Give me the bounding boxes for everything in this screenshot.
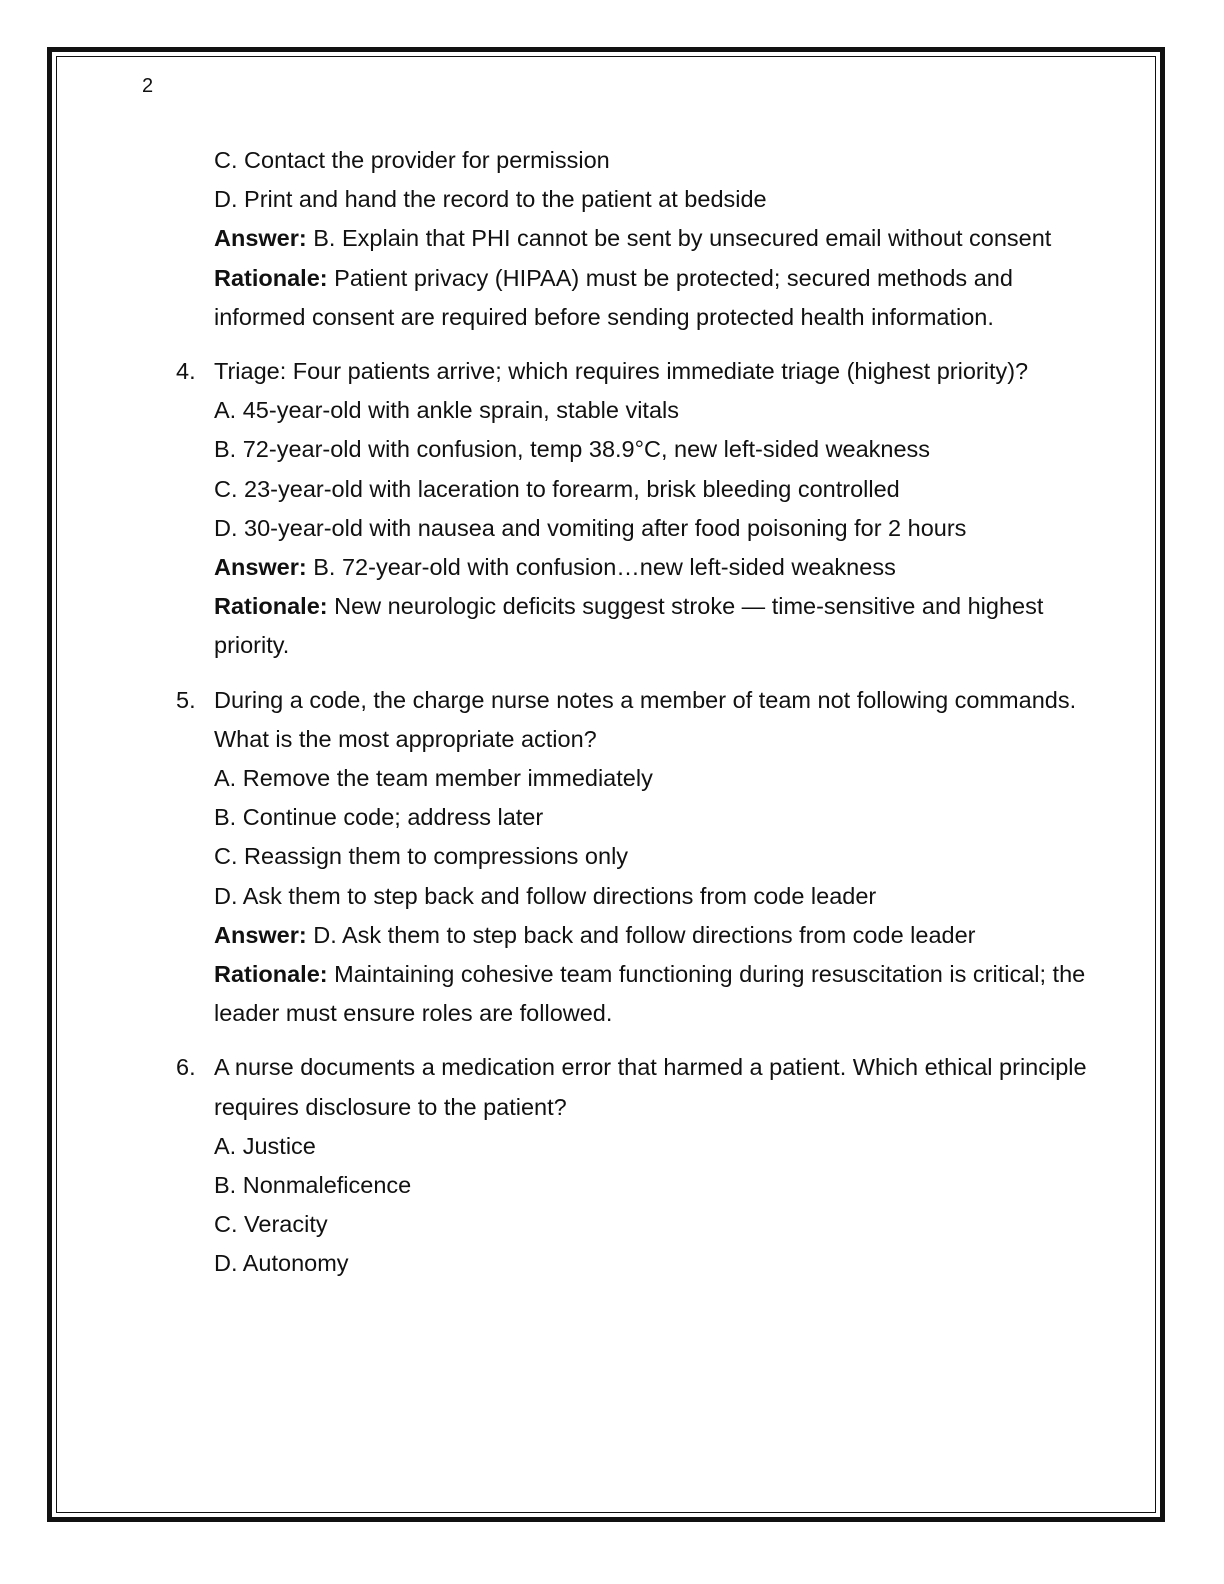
answer-label: Answer: [214,225,307,252]
question-stem: Triage: Four patients arrive; which requires immediate triage (highest priority)? [214,358,1029,385]
question-stem: During a code, the charge nurse notes a member of team not following commands. What is the most appropriate action? [214,686,1077,752]
question-6 [176,1048,1094,1283]
rationale-text: Patient privacy (HIPAA) must be protected; secured methods and informed consent are required before sending protected health information. [214,264,1013,330]
option-b: B. Nonmaleficence [214,1172,412,1199]
answer-label: Answer: [214,921,307,948]
question-number: 4. [176,358,196,385]
option-b: B. 72-year-old with confusion, temp 38.9°C, new left-sided weakness [214,436,931,463]
option-a: A. Remove the team member immediately [214,765,653,792]
option-c: C. Contact the provider for permission [214,147,610,173]
option-a: A. 45-year-old with ankle sprain, stable vitals [214,397,679,424]
answer-text: B. Explain that PHI cannot be sent by unsecured email without consent [306,225,1052,252]
rationale [214,955,1094,1033]
answer [214,916,1094,955]
answer-label: Answer: [214,554,307,581]
answer-text: B. 72-year-old with confusion…new left-sided weakness [306,554,896,581]
rationale [214,259,1094,337]
option-c: C. Reassign them to compressions only [214,843,629,870]
rationale-label: Rationale: [214,593,328,620]
option-d: D. Autonomy [214,1250,349,1277]
question-number: 5. [176,686,196,713]
question-5 [176,681,1094,1034]
option-d: D. 30-year-old with nausea and vomiting after food poisoning for 2 hours [214,514,967,541]
question-number: 6. [176,1054,196,1081]
option-c: C. Veracity [214,1211,328,1238]
answer [214,548,1094,587]
option-b: B. Continue code; address later [214,804,544,831]
option-d: D. Print and hand the record to the patient at bedside [214,186,767,213]
question-stem: A nurse documents a medication error that harmed a patient. Which ethical principle requires disclosure to the patient? [214,1054,1087,1120]
option-d: D. Ask them to step back and follow directions from code leader [214,882,877,909]
document-body [176,141,1094,1284]
answer [214,219,1094,258]
rationale [214,587,1094,665]
rationale-text: New neurologic deficits suggest stroke — time-sensitive and highest priority. [214,593,1044,659]
rationale-label: Rationale: [214,264,328,291]
rationale-text: Maintaining cohesive team functioning during resuscitation is critical; the leader must ensure roles are followed. [214,961,1086,1027]
answer-text: D. Ask them to step back and follow directions from code leader [306,921,976,948]
question-4 [176,352,1094,666]
rationale-label: Rationale: [214,961,328,988]
option-c: C. 23-year-old with laceration to forearm, brisk bleeding controlled [214,475,900,502]
page-number: 2 [142,75,154,97]
option-a: A. Justice [214,1132,316,1159]
question-3-continued [214,141,1094,337]
